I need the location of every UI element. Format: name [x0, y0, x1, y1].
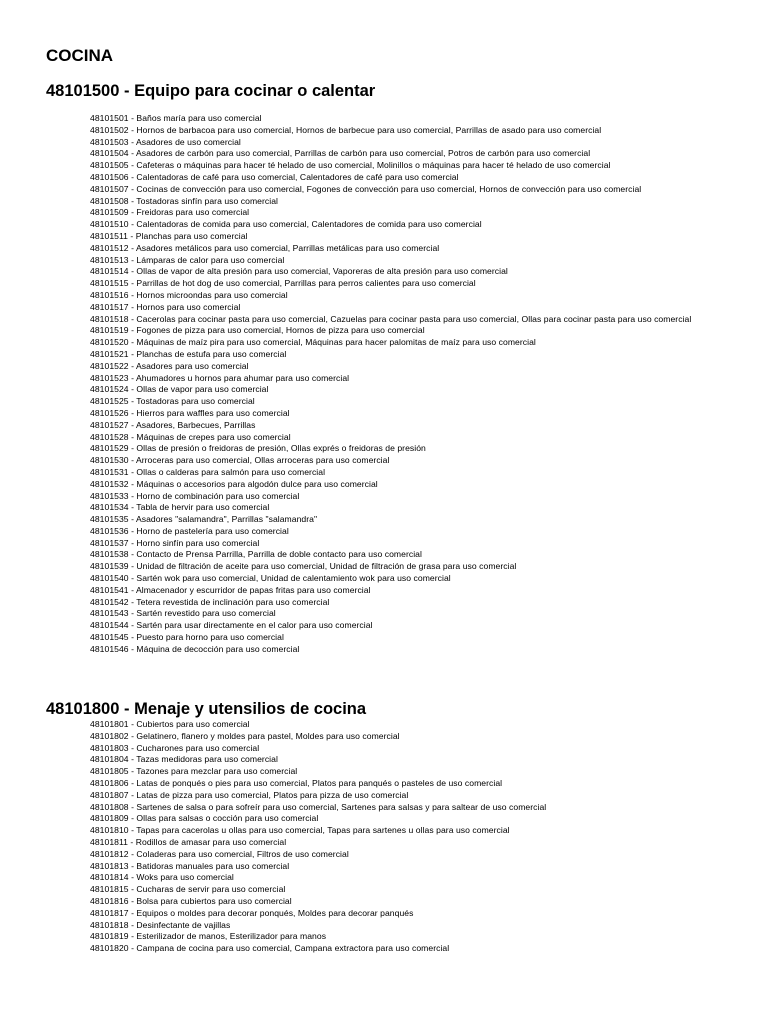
list-item: 48101518 - Cacerolas para cocinar pasta para uso comercial, Cazuelas para cocinar pasta para uso comercial, Ollas para cocinar pasta para uso comercial — [90, 313, 692, 324]
list-item: 48101817 - Equipos o moldes para decorar ponqués, Moldes para decorar panqués — [90, 907, 414, 918]
list-item: 48101536 - Horno de pastelería para uso comercial — [90, 525, 289, 536]
list-item: 48101522 - Asadores para uso comercial — [90, 360, 249, 371]
list-item: 48101531 - Ollas o calderas para salmón para uso comercial — [90, 466, 326, 477]
list-item: 48101537 - Horno sinfín para uso comercial — [90, 537, 260, 548]
list-item: 48101802 - Gelatinero, flanero y moldes para pastel, Moldes para uso comercial — [90, 730, 400, 741]
list-item: 48101803 - Cucharones para uso comercial — [90, 742, 260, 753]
list-item: 48101501 - Baños maría para uso comercial — [90, 113, 262, 123]
list-item: 48101545 - Puesto para horno para uso comercial — [90, 632, 284, 643]
entry-list — [90, 719, 730, 955]
list-item: 48101805 - Tazones para mezclar para uso comercial — [90, 766, 298, 777]
list-item: 48101541 - Almacenador y escurridor de papas fritas para uso comercial — [90, 584, 371, 595]
list-item: 48101814 - Woks para uso comercial — [90, 872, 234, 883]
list-item: 48101811 - Rodillos de amasar para uso comercial — [90, 836, 287, 847]
list-item: 48101511 - Planchas para uso comercial — [90, 230, 248, 241]
list-item: 48101517 - Hornos para uso comercial — [90, 301, 241, 312]
list-item: 48101820 - Campana de cocina para uso comercial, Campana extractora para uso comercial — [90, 943, 450, 954]
list-item: 48101507 - Cocinas de convección para uso comercial, Fogones de convección para uso comercial, Hornos de convección para uso comercial — [90, 183, 642, 194]
list-item: 48101801 - Cubiertos para uso comercial — [90, 719, 250, 729]
list-item: 48101812 - Coladeras para uso comercial, Filtros de uso comercial — [90, 848, 349, 859]
list-item: 48101540 - Sartén wok para uso comercial, Unidad de calentamiento wok para uso comercial — [90, 573, 451, 584]
section-heading: 48101800 - Menaje y utensilios de cocina — [46, 700, 367, 718]
list-item: 48101516 - Hornos microondas para uso comercial — [90, 289, 288, 300]
list-item: 48101532 - Máquinas o accesorios para algodón dulce para uso comercial — [90, 478, 378, 489]
list-item: 48101809 - Ollas para salsas o cocción para uso comercial — [90, 813, 319, 824]
list-item: 48101810 - Tapas para cacerolas u ollas para uso comercial, Tapas para sartenes u ollas para uso comercial — [90, 825, 510, 836]
list-item: 48101819 - Esterilizador de manos, Esterilizador para manos — [90, 931, 327, 942]
list-item: 48101514 - Ollas de vapor de alta presión para uso comercial, Vaporeras de alta presión para uso comercial — [90, 266, 508, 277]
list-item: 48101519 - Fogones de pizza para uso comercial, Hornos de pizza para uso comercial — [90, 325, 425, 336]
list-item: 48101533 - Horno de combinación para uso comercial — [90, 490, 300, 501]
list-item: 48101546 - Máquina de decocción para uso comercial — [90, 643, 300, 654]
list-item: 48101535 - Asadores "salamandra", Parrillas "salamandra" — [90, 514, 318, 525]
list-item: 48101815 - Cucharas de servir para uso comercial — [90, 884, 286, 895]
list-item: 48101508 - Tostadoras sinfín para uso comercial — [90, 195, 279, 206]
list-item: 48101515 - Parrillas de hot dog de uso comercial, Parrillas para perros calientes para uso comercial — [90, 278, 476, 289]
list-item: 48101526 - Hierros para waffles para uso comercial — [90, 407, 290, 418]
list-item: 48101512 - Asadores metálicos para uso comercial, Parrillas metálicas para uso comercial — [90, 242, 440, 253]
list-item: 48101520 - Máquinas de maíz pira para uso comercial, Máquinas para hacer palomitas de maíz para uso comercial — [90, 337, 536, 348]
list-item: 48101808 - Sartenes de salsa o para sofreír para uso comercial, Sartenes para salsas y para saltear de uso comercial — [90, 801, 547, 812]
list-item: 48101502 - Hornos de barbacoa para uso comercial, Hornos de barbecue para uso comercial, Parrillas de asado para uso comercial — [90, 124, 602, 135]
list-item: 48101816 - Bolsa para cubiertos para uso comercial — [90, 895, 292, 906]
list-item: 48101505 - Cafeteras o máquinas para hacer té helado de uso comercial, Molinillos o máquinas para hacer té helado de uso comercial — [90, 160, 611, 171]
list-item: 48101528 - Máquinas de crepes para uso comercial — [90, 431, 291, 442]
list-item: 48101806 - Latas de ponqués o pies para uso comercial, Platos para panqués o pasteles de uso comercial — [90, 777, 503, 788]
list-item: 48101521 - Planchas de estufa para uso comercial — [90, 348, 287, 359]
list-item: 48101510 - Calentadoras de comida para uso comercial, Calentadores de comida para uso comercial — [90, 219, 482, 230]
list-item: 48101513 - Lámparas de calor para uso comercial — [90, 254, 285, 265]
document-title: COCINA — [46, 46, 114, 65]
entry-list — [90, 113, 730, 656]
list-item: 48101534 - Tabla de hervir para uso comercial — [90, 502, 270, 513]
list-item: 48101530 - Arroceras para uso comercial, Ollas arroceras para uso comercial — [90, 455, 390, 466]
section-heading: 48101500 - Equipo para cocinar o calentar — [46, 82, 376, 100]
list-item: 48101542 - Tetera revestida de inclinación para uso comercial — [90, 596, 330, 607]
list-item: 48101813 - Batidoras manuales para uso comercial — [90, 860, 290, 871]
list-item: 48101524 - Ollas de vapor para uso comercial — [90, 384, 269, 395]
list-item: 48101543 - Sartén revestido para uso comercial — [90, 608, 276, 619]
list-item: 48101539 - Unidad de filtración de aceite para uso comercial, Unidad de filtración de grasa para uso comercial — [90, 561, 517, 572]
list-item: 48101538 - Contacto de Prensa Parrilla, Parrilla de doble contacto para uso comercial — [90, 549, 422, 560]
list-item: 48101804 - Tazas medidoras para uso comercial — [90, 754, 278, 765]
list-item: 48101503 - Asadores de uso comercial — [90, 136, 241, 147]
list-item: 48101527 - Asadores, Barbecues, Parrillas — [90, 419, 256, 430]
list-item: 48101807 - Latas de pizza para uso comercial, Platos para pizza de uso comercial — [90, 789, 409, 800]
list-item: 48101544 - Sartén para usar directamente en el calor para uso comercial — [90, 620, 373, 631]
list-item: 48101523 - Ahumadores u hornos para ahumar para uso comercial — [90, 372, 350, 383]
list-item: 48101504 - Asadores de carbón para uso comercial, Parrillas de carbón para uso comercial, Potros de carbón para uso comercial — [90, 148, 591, 159]
list-item: 48101506 - Calentadoras de café para uso comercial, Calentadores de café para uso comercial — [90, 171, 459, 182]
list-item: 48101509 - Freidoras para uso comercial — [90, 207, 250, 218]
list-item: 48101525 - Tostadoras para uso comercial — [90, 396, 255, 407]
list-item: 48101818 - Desinfectante de vajillas — [90, 919, 231, 930]
list-item: 48101529 - Ollas de presión o freidoras de presión, Ollas exprés o freidoras de presión — [90, 443, 426, 454]
